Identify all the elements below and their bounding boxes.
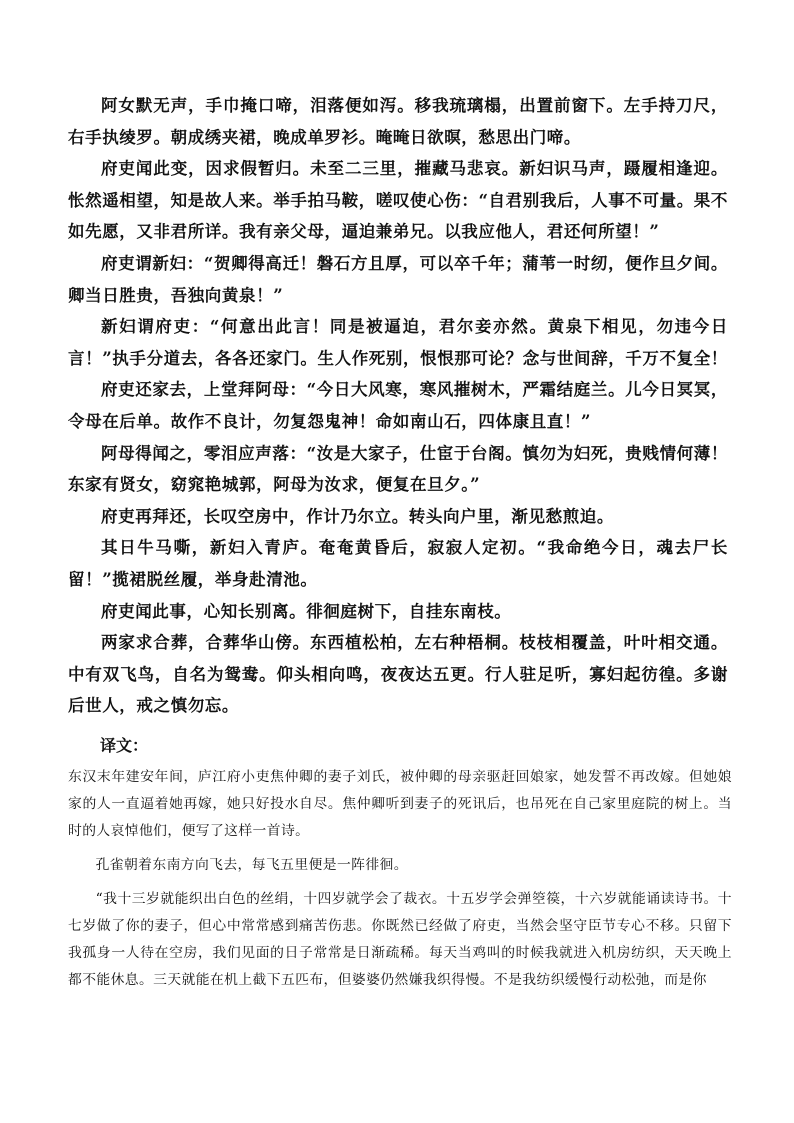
translation-paragraph: 东汉末年建安年间，庐江府小吏焦仲卿的妻子刘氏，被仲卿的母亲驱赶回娘家，她发誓不再改嫁。但她娘家的人一直逼着她再嫁，她只好投水自尽。焦仲卿听到妻子的死讯后，也吊死在自己家里庭院的树上。当时的人哀悼他们，便写了这样一首诗。: [68, 769, 732, 839]
poem-paragraph: 新妇谓府吏：“何意出此言！同是被逼迫，君尔妾亦然。黄泉下相见，勿违今日言！”执手分道去，各各还家门。生人作死别，恨恨那可论？念与世间辞，千万不复全！: [68, 317, 728, 368]
poem-paragraph: 阿女默无声，手巾掩口啼，泪落便如泻。移我琉璃榻，出置前窗下。左手持刀尺，右手执绫罗。朝成绣夹裙，晚成单罗衫。晻晻日欲暝，愁思出门啼。: [68, 96, 728, 147]
translation-paragraph: “我十三岁就能织出白色的丝绢，十四岁就学会了裁衣。十五岁学会弹箜篌，十六岁就能诵读诗书。十七岁做了你的妻子，但心中常常感到痛苦伤悲。你既然已经做了府吏，当然会坚守臣节专心不移。只留下我孤身一人待在空房，我们见面的日子常常是日渐疏稀。每天当鸡叫的时候我就进入机房纺织，天天晚上都不能休息。三天就能在机上截下五匹布，但婆婆仍然嫌我织得慢。不是我纺织缓慢行动松弛，而是你: [68, 891, 732, 988]
poem-paragraph: 其日牛马嘶，新妇入青庐。奄奄黄昏后，寂寂人定初。“我命绝今日，魂去尸长留！”揽裙脱丝履，举身赴清池。: [68, 538, 728, 589]
poem-paragraph: 府吏再拜还，长叹空房中，作计乃尔立。转头向户里，渐见愁煎迫。: [101, 506, 614, 526]
translation-heading: 译文：: [100, 736, 149, 755]
poem-text: [68, 90, 728, 722]
poem-paragraph: 两家求合葬，合葬华山傍。东西植松柏，左右种梧桐。枝枝相覆盖，叶叶相交通。中有双飞鸟，自名为鸳鸯。仰头相向鸣，夜夜达五更。行人驻足听，寡妇起彷徨。多谢后世人，戒之慎勿忘。: [68, 633, 728, 716]
poem-paragraph: 府吏闻此变，因求假暂归。未至二三里，摧藏马悲哀。新妇识马声，蹑履相逢迎。怅然遥相望，知是故人来。举手拍马鞍，嗟叹使心伤：“自君别我后，人事不可量。果不如先愿，又非君所详。我有亲父母，逼迫兼弟兄。以我应他人，君还何所望！”: [68, 159, 728, 242]
translation-text: [68, 764, 732, 1001]
translation-paragraph: 孔雀朝着东南方向飞去，每飞五里便是一阵徘徊。: [95, 857, 408, 873]
poem-paragraph: 府吏还家去，上堂拜阿母：“今日大风寒，寒风摧树木，严霜结庭兰。儿今日冥冥，令母在后单。故作不良计，勿复怨鬼神！命如南山石，四体康且直！”: [68, 380, 728, 431]
poem-paragraph: 阿母得闻之，零泪应声落：“汝是大家子，仕宦于台阁。慎勿为妇死，贵贱情何薄！东家有贤女，窈窕艳城郭，阿母为汝求，便复在旦夕。”: [68, 443, 728, 495]
poem-paragraph: 府吏谓新妇：“贺卿得高迁！磐石方且厚，可以卒千年；蒲苇一时纫，便作旦夕间。卿当日胜贵，吾独向黄泉！”: [68, 253, 728, 305]
poem-paragraph: 府吏闻此事，心知长别离。徘徊庭树下，自挂东南枝。: [101, 601, 512, 621]
